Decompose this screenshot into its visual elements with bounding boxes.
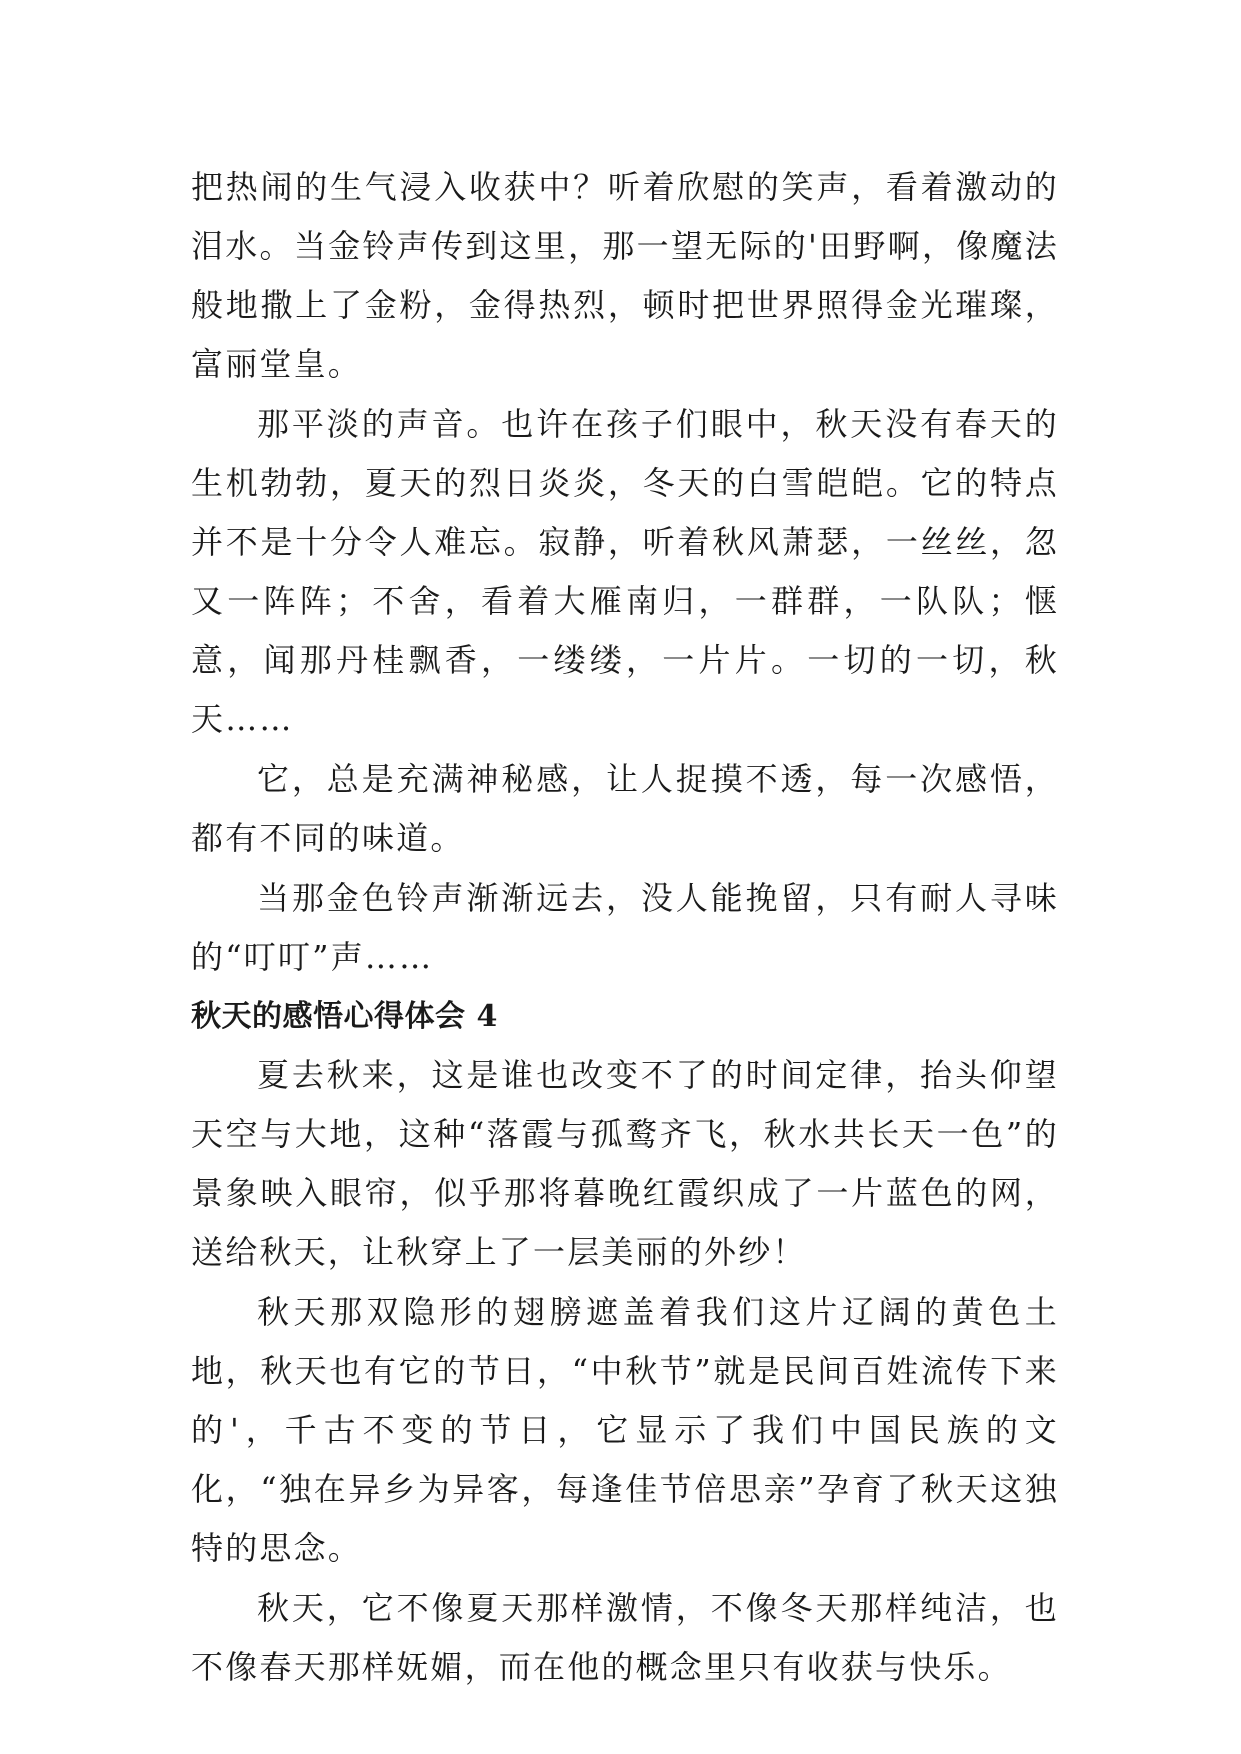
paragraph-2: 那平淡的声音。也许在孩子们眼中，秋天没有春天的生机勃勃，夏天的烈日炎炎，冬天的白雪皑皑。它的特点并不是十分令人难忘。寂静，听着秋风萧瑟，一丝丝，忽又一阵阵；不舍，看着大雁南归，一群群，一队队；惬意，闻那丹桂飘香，一缕缕，一片片。一切的一切，秋天…… — [191, 405, 1059, 738]
document-body — [191, 158, 1059, 1698]
paragraph-3: 它，总是充满神秘感，让人捉摸不透，每一次感悟，都有不同的味道。 — [191, 760, 1059, 857]
paragraph-6: 秋天那双隐形的翅膀遮盖着我们这片辽阔的黄色土地，秋天也有它的节日，“中秋节”就是民间百姓流传下来的'，千古不变的节日，它显示了我们中国民族的文化，“独在异乡为异客，每逢佳节倍思亲”孕育了秋天这独特的思念。 — [191, 1293, 1059, 1567]
paragraph-4: 当那金色铃声渐渐远去，没人能挽留，只有耐人寻味的“叮叮”声…… — [191, 879, 1059, 976]
paragraph-5: 夏去秋来，这是谁也改变不了的时间定律，抬头仰望天空与大地，这种“落霞与孤鹜齐飞，秋水共长天一色”的景象映入眼帘，似乎那将暮晚红霞织成了一片蓝色的网，送给秋天，让秋穿上了一层美丽的外纱！ — [191, 1056, 1059, 1271]
paragraph-1: 把热闹的生气浸入收获中？听着欣慰的笑声，看着激动的泪水。当金铃声传到这里，那一望无际的'田野啊，像魔法般地撒上了金粉，金得热烈，顿时把世界照得金光璀璨，富丽堂皇。 — [191, 168, 1059, 383]
section-heading: 秋天的感悟心得体会 4 — [191, 999, 498, 1034]
paragraph-7: 秋天，它不像夏天那样激情，不像冬天那样纯洁，也不像春天那样妩媚，而在他的概念里只有收获与快乐。 — [191, 1589, 1059, 1686]
